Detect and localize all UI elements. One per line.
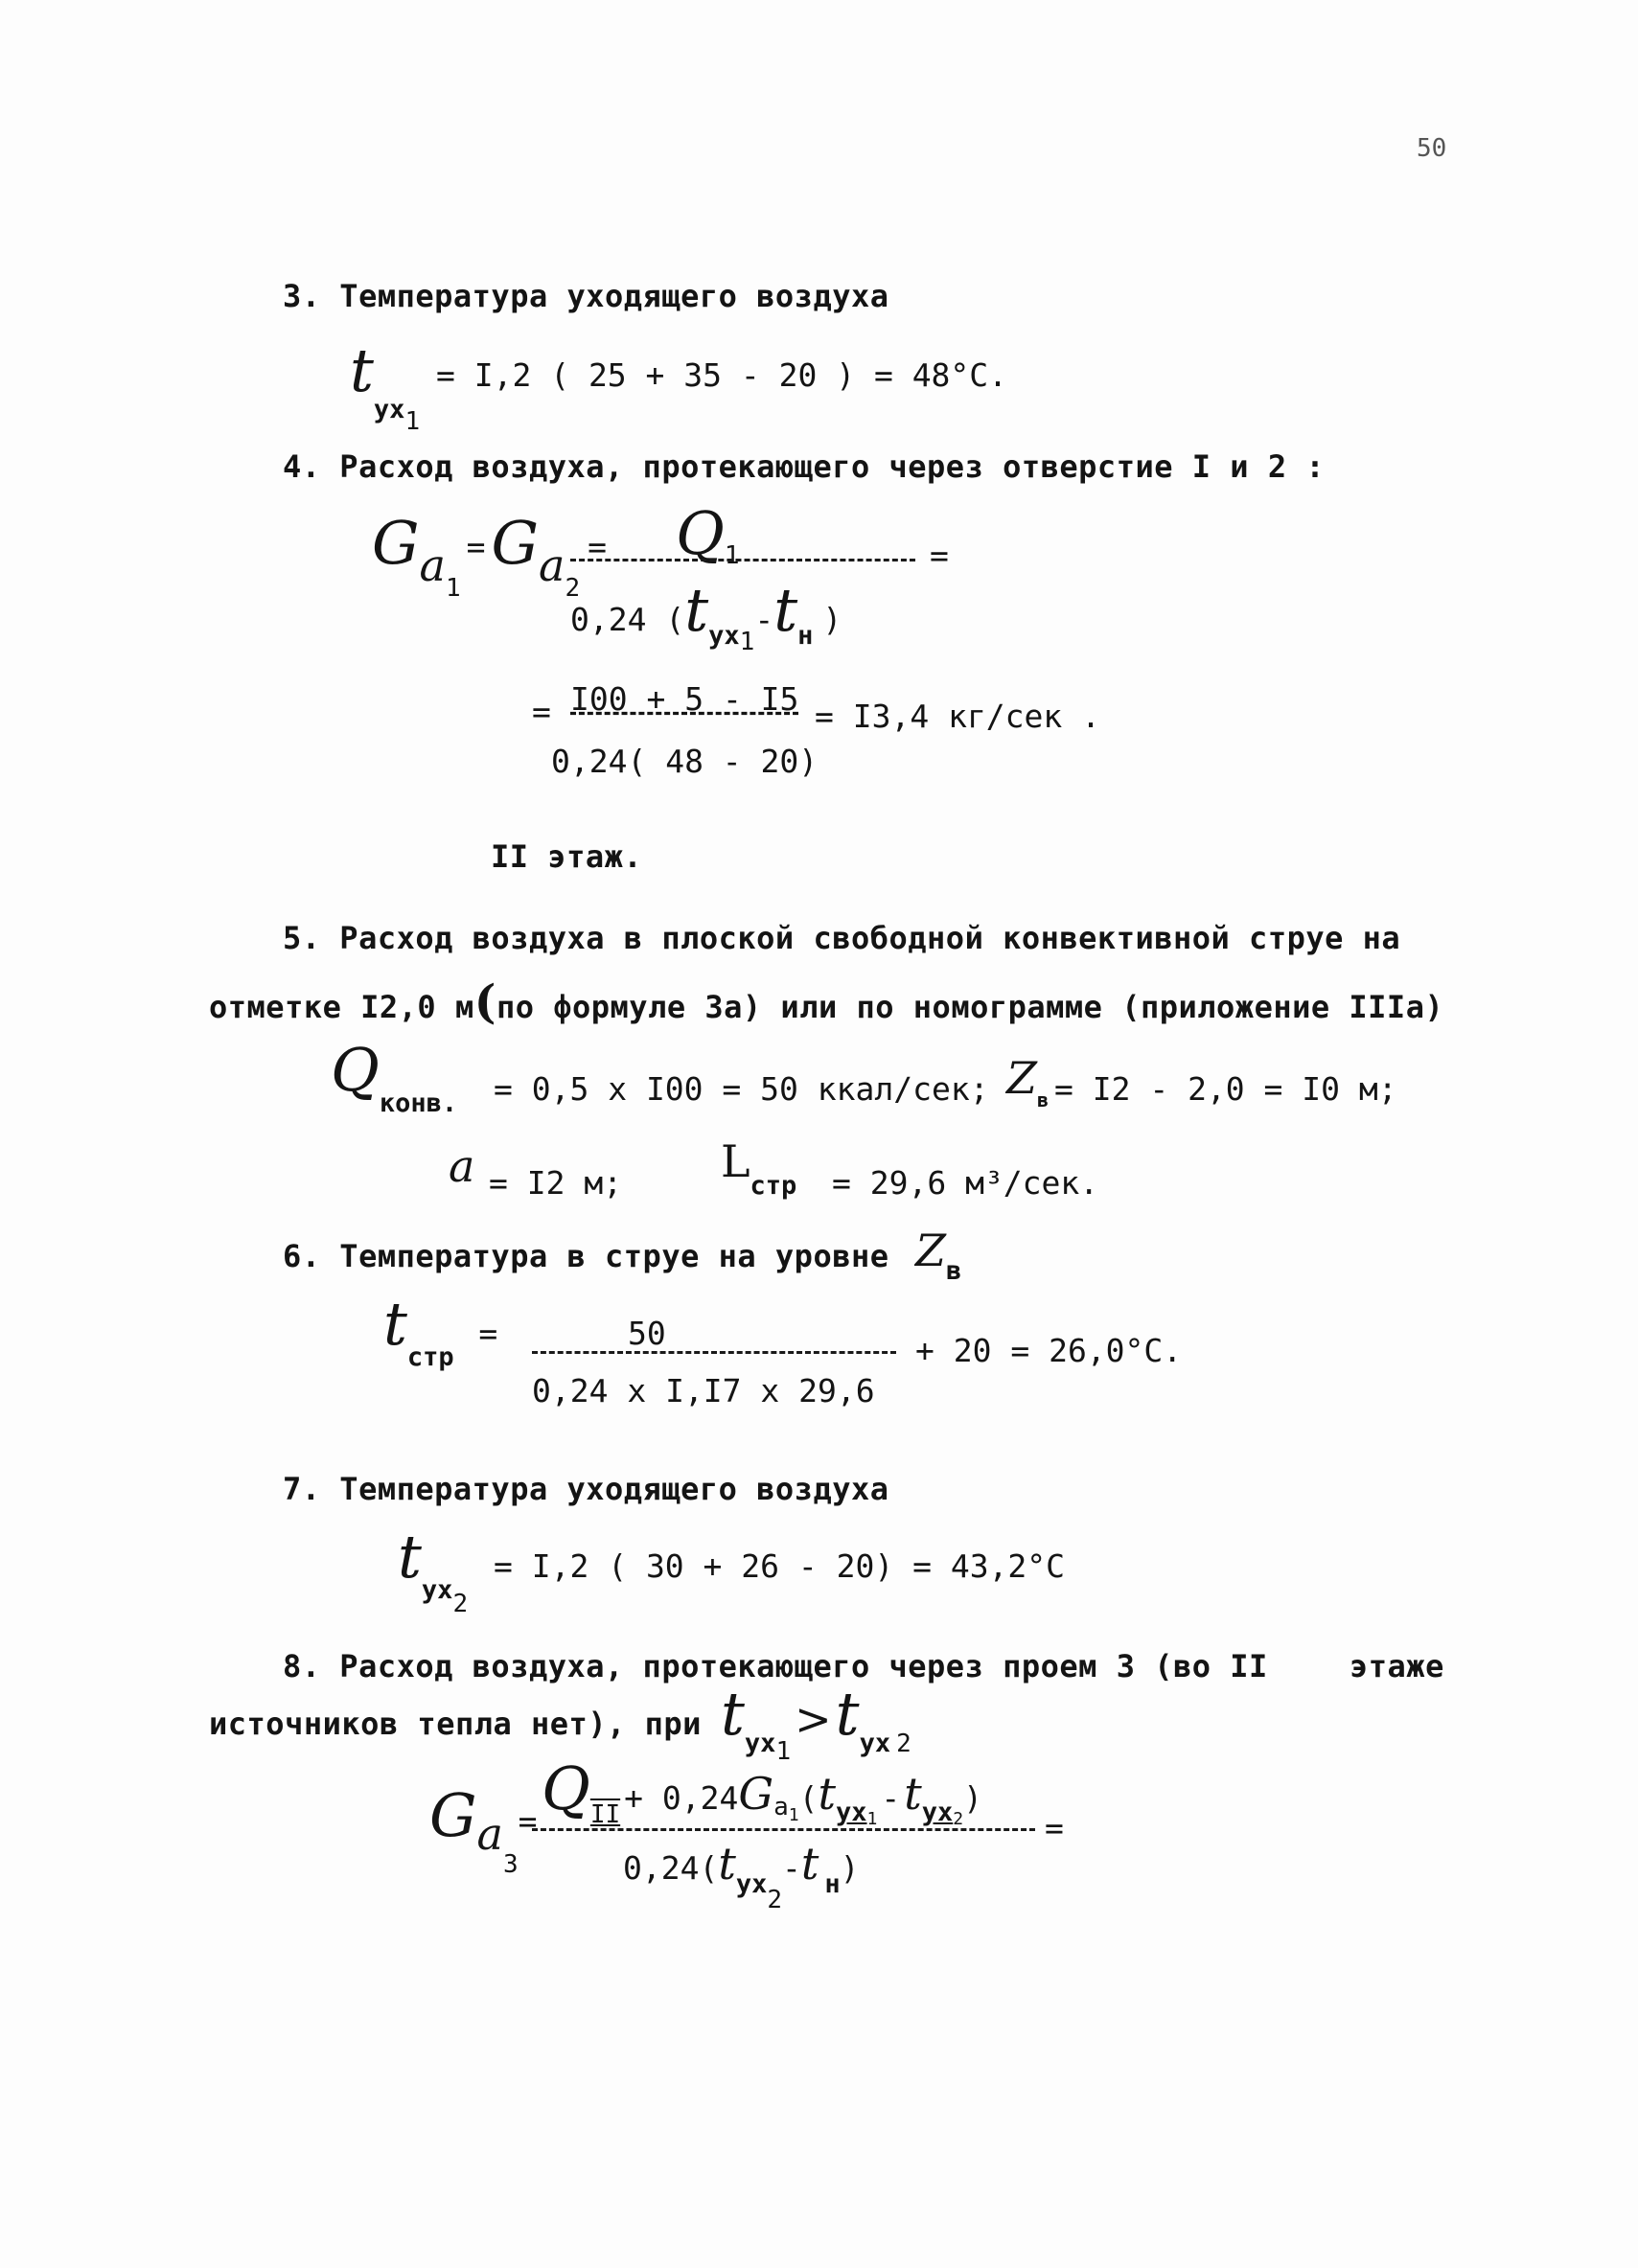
subscript-ux: ух xyxy=(735,1869,768,1899)
symbol-a1: a xyxy=(773,1793,789,1821)
section-4-line2-denominator: 0,24( 48 - 20) xyxy=(551,743,819,780)
section-5-line2a: отметке I2,0 м xyxy=(209,989,474,1025)
symbol-G: G xyxy=(429,1780,477,1850)
equals-sign: = xyxy=(466,528,486,565)
floor-heading: II этаж. xyxy=(491,838,643,875)
section-4-denominator xyxy=(570,575,842,656)
subscript-v: в xyxy=(1036,1088,1050,1111)
subscript-1: 1 xyxy=(724,541,740,570)
subscript-ux: ух xyxy=(373,395,405,424)
section-5-z-formula xyxy=(1006,1052,1050,1111)
section-3-result: = I,2 ( 25 + 35 - 20 ) = 48°С. xyxy=(436,356,1008,394)
section-6-result: + 20 = 26,0°С. xyxy=(915,1332,1183,1369)
subscript-2: 2 xyxy=(452,1590,469,1618)
section-8-lhs xyxy=(429,1780,538,1879)
subscript-2: 2 xyxy=(767,1886,783,1914)
minus-sign: - xyxy=(754,601,774,638)
section-4-line2-equals: = xyxy=(532,693,551,730)
minus-sign: - xyxy=(782,1849,801,1887)
section-4-line2-result: = I3,4 кг/сек . xyxy=(815,698,1101,735)
section-8-condition xyxy=(721,1679,911,1766)
section-8-equals: = xyxy=(1045,1809,1064,1846)
symbol-t: t xyxy=(383,1289,407,1359)
section-5-a-value: = I2 м; xyxy=(489,1164,623,1202)
section-6-denominator: 0,24 x I,I7 x 29,6 xyxy=(532,1372,875,1409)
section-5-line2 xyxy=(209,975,1443,1029)
section-6-z-symbol xyxy=(915,1225,962,1286)
symbol-a: a xyxy=(449,1140,475,1192)
numer-mid: + 0,24 xyxy=(624,1779,739,1817)
subscript-str: стр xyxy=(406,1342,454,1372)
subscript-3: 3 xyxy=(502,1850,519,1879)
section-6-fraction-line xyxy=(532,1351,896,1354)
subscript-ux: ух xyxy=(744,1729,776,1758)
section-7-lhs xyxy=(398,1522,469,1618)
section-3-title: 3. Температура уходящего воздуха xyxy=(283,278,889,314)
section-8-numerator xyxy=(542,1753,982,1829)
section-3-formula xyxy=(350,335,421,436)
denom-suffix: ) xyxy=(822,601,842,638)
section-8-line1a: 8. Расход воздуха, протекающего через проем 3 (во II xyxy=(283,1648,1268,1684)
minus-sign: - xyxy=(881,1779,901,1817)
symbol-t: t xyxy=(773,575,798,645)
subscript-II: II xyxy=(589,1800,621,1829)
section-7-title: 7. Температура уходящего воздуха xyxy=(283,1471,889,1507)
subscript-ux: ух xyxy=(421,1575,453,1605)
symbol-t: t xyxy=(350,335,374,405)
symbol-t: t xyxy=(800,1838,819,1890)
subscript-1: 1 xyxy=(404,407,421,436)
section-4-line2-numerator: I00 + 5 - I5 xyxy=(570,680,799,718)
subscript-ux: ух xyxy=(859,1729,891,1758)
denom-prefix: 0,24( xyxy=(623,1849,719,1887)
page-number: 50 xyxy=(1417,134,1447,163)
symbol-Z: Z xyxy=(1006,1052,1037,1104)
subscript-1: 1 xyxy=(788,1805,799,1825)
subscript-konv: конв. xyxy=(379,1088,458,1118)
symbol-t: t xyxy=(718,1838,736,1890)
subscript-n: н xyxy=(824,1869,841,1899)
section-5-q-formula xyxy=(331,1035,458,1118)
symbol-L: L xyxy=(721,1135,750,1187)
section-4-trailing-equals: = xyxy=(930,537,949,574)
subscript-ux: ух xyxy=(708,621,740,651)
section-8-denominator xyxy=(623,1838,860,1914)
symbol-G: G xyxy=(491,508,540,578)
symbol-t: t xyxy=(684,575,709,645)
section-6-numerator: 50 xyxy=(628,1315,666,1352)
section-6-title: 6. Температура в струе на уровне xyxy=(283,1238,889,1274)
denom-prefix: 0,24 ( xyxy=(570,601,685,638)
section-8-line1b: этаже xyxy=(1350,1648,1444,1684)
subscript-2: 2 xyxy=(953,1809,964,1829)
symbol-t: t xyxy=(398,1522,422,1592)
subscript-str: стр xyxy=(750,1171,797,1201)
subscript-1: 1 xyxy=(775,1737,792,1766)
greater-than: > xyxy=(795,1693,832,1745)
section-5-z-value: = I2 - 2,0 = I0 м; xyxy=(1054,1070,1397,1108)
open-paren: ( xyxy=(798,1779,819,1817)
section-5-l-value: = 29,6 м³/сек. xyxy=(832,1164,1099,1202)
symbol-Q: Q xyxy=(676,498,725,568)
symbol-t: t xyxy=(904,1768,922,1820)
section-4-title: 4. Расход воздуха, протекающего через отверстие I и 2 : xyxy=(283,448,1326,485)
subscript-n: н xyxy=(797,621,814,651)
section-8-fraction-line xyxy=(532,1828,1035,1831)
section-5-l-formula xyxy=(721,1135,797,1201)
section-7-formula: = I,2 ( 30 + 26 - 20) = 43,2°С xyxy=(494,1547,1066,1585)
section-8-line2: источников тепла нет), при xyxy=(209,1706,702,1742)
section-4-fraction-line xyxy=(570,559,915,561)
equals-sign: = xyxy=(518,1802,538,1840)
symbol-G: G xyxy=(372,508,420,578)
symbol-a: a xyxy=(539,539,565,591)
symbol-Z: Z xyxy=(915,1225,946,1276)
subscript-2: 2 xyxy=(565,574,581,603)
open-paren: ( xyxy=(473,975,496,1029)
section-5-line2b: по формуле 3а) или по номограмме (приложение IIIа) xyxy=(496,989,1444,1025)
equals-sign: = xyxy=(588,528,607,565)
symbol-a: a xyxy=(476,1808,503,1860)
subscript-1: 1 xyxy=(445,574,461,603)
close-paren: ) xyxy=(963,1779,982,1817)
section-5-a-formula xyxy=(449,1140,474,1192)
subscript-1: 1 xyxy=(866,1809,878,1829)
subscript-2: 2 xyxy=(896,1730,911,1758)
equals-sign: = xyxy=(478,1315,498,1352)
symbol-t: t xyxy=(818,1768,836,1820)
subscript-ux: ух xyxy=(921,1798,954,1827)
symbol-a: a xyxy=(419,539,446,591)
symbol-t: t xyxy=(721,1679,745,1749)
subscript-ux: ух xyxy=(836,1798,867,1827)
subscript-v: в xyxy=(945,1256,962,1286)
symbol-t: t xyxy=(835,1679,860,1749)
section-4-lhs xyxy=(372,508,607,603)
denom-suffix: ) xyxy=(840,1849,860,1887)
symbol-Q: Q xyxy=(331,1035,380,1105)
section-5-line1: 5. Расход воздуха в плоской свободной конвективной струе на xyxy=(283,920,1401,956)
section-5-q-value: = 0,5 x I00 = 50 ккал/сек; xyxy=(494,1070,989,1108)
symbol-G: G xyxy=(738,1768,774,1820)
subscript-1: 1 xyxy=(739,628,755,656)
symbol-Q: Q xyxy=(542,1753,590,1823)
section-6-lhs xyxy=(383,1289,498,1372)
